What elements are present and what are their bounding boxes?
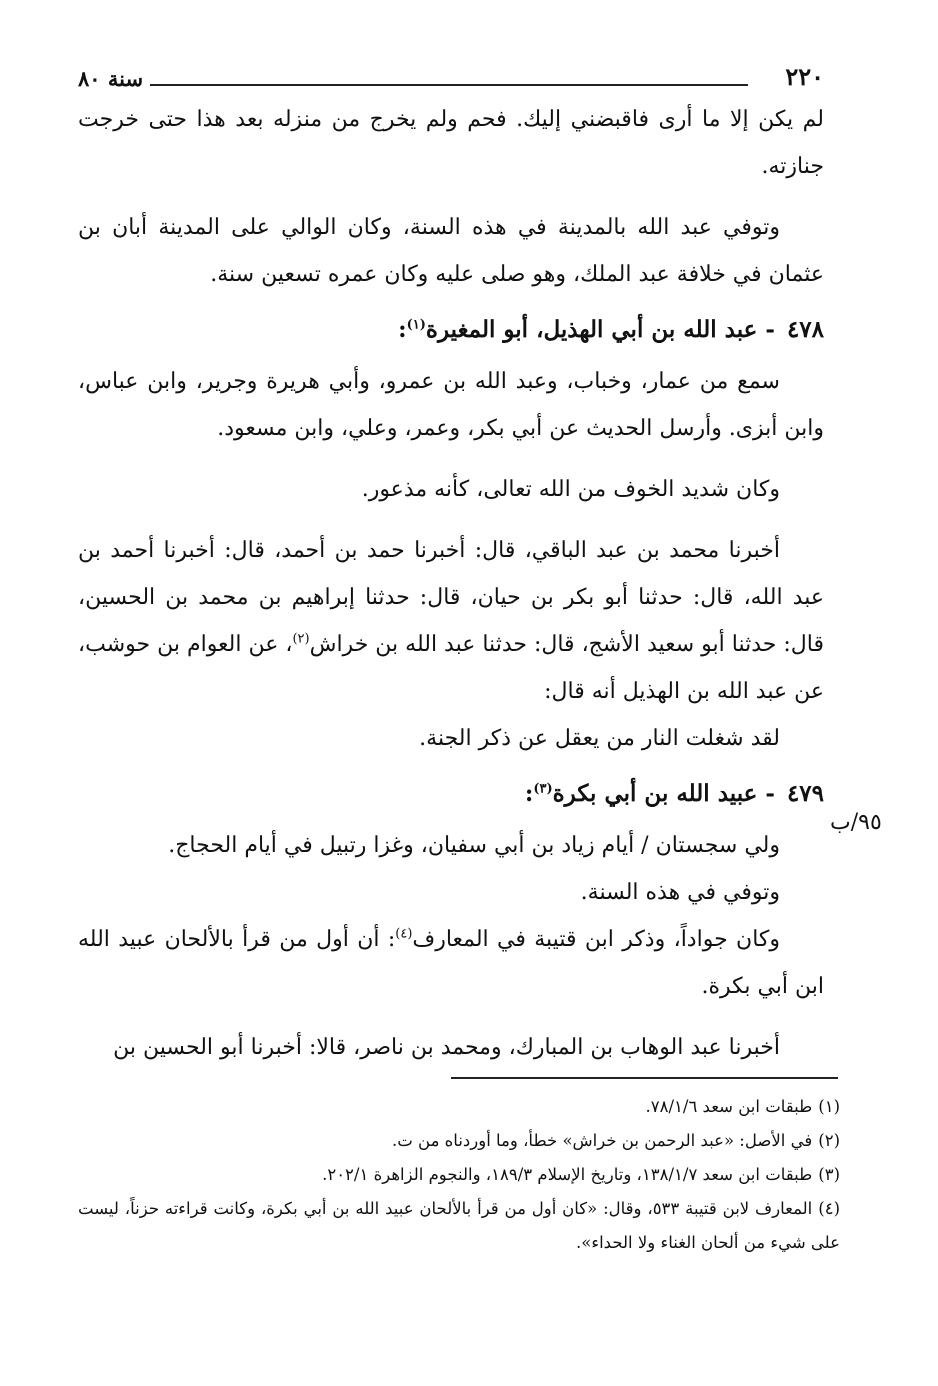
- paragraph-text: ، عن العوام بن حوشب، عن عبد الله بن الهذيل أنه قال:: [78, 632, 824, 704]
- paragraph-text: أخبرنا محمد بن عبد الباقي، قال: أخبرنا حمد بن أحمد، قال: أخبرنا أحمد بن عبد الله، قال: حدثنا أبو بكر بن حيان، قال: حدثنا إبراهيم بن محمد بن الحسين، قال: حدثنا أبو سعيد الأشج، قال: حدثنا عبد الله بن خراش: [78, 538, 824, 657]
- paragraph-text: وكان جواداً، وذكر ابن قتيبة في المعارف: [412, 927, 780, 952]
- footnote-number: (٣): [818, 1165, 840, 1184]
- footnotes: [78, 1090, 840, 1260]
- footnote-number: (١): [818, 1097, 840, 1116]
- paragraph: سمع من عمار، وخباب، وعبد الله بن عمرو، وأبي هريرة وجرير، وابن عباس، وابن أبزى. وأرسل الحديث عن أبي بكر، وعمر، وعلي، وابن مسعود.: [78, 369, 824, 441]
- paragraph: أخبرنا عبد الوهاب بن المبارك، ومحمد بن ناصر، قالا: أخبرنا أبو الحسين بن: [113, 1035, 780, 1060]
- footnote-text: طبقات ابن سعد ٧٨/١/٦.: [645, 1097, 813, 1116]
- entry-number: ٤٧٩: [786, 780, 824, 807]
- paragraph: [78, 916, 824, 1010]
- footnote-number: (٤): [818, 1199, 840, 1218]
- footnote: [78, 1090, 840, 1124]
- footnote-ref: (١): [406, 317, 426, 333]
- paragraph: وتوفي في هذه السنة.: [580, 880, 780, 905]
- entry-name: عبد الله بن أبي الهذيل، أبو المغيرة: [425, 316, 758, 343]
- running-head-year: سنة ٨٠: [78, 66, 144, 91]
- paragraph: وتوفي عبد الله بالمدينة في هذه السنة، وكان الوالي على المدينة أبان بن عثمان في خلافة عبد الملك، وهو صلى عليه وكان عمره تسعين سنة.: [78, 215, 824, 287]
- margin-folio-note: ٩٥/ب: [830, 810, 882, 835]
- paragraph: وكان شديد الخوف من الله تعالى، كأنه مذعور.: [361, 477, 780, 502]
- footnote-text: طبقات ابن سعد ١٣٨/١/٧، وتاريخ الإسلام ١٨٩/٣، والنجوم الزاهرة ٢٠٢/١.: [322, 1165, 813, 1184]
- paragraph: لقد شغلت النار من يعقل عن ذكر الجنة.: [419, 726, 780, 751]
- footnote: [78, 1158, 840, 1192]
- footnote: [78, 1192, 840, 1260]
- footnote-ref: (٤): [395, 926, 413, 942]
- entry-number: ٤٧٨: [786, 316, 824, 343]
- footnote-number: (٢): [818, 1131, 840, 1150]
- entry-name: عبيد الله بن أبي بكرة: [552, 780, 758, 807]
- footnote-text: في الأصل: «عبد الرحمن بن خراش» خطأ، وما أوردناه من ت.: [391, 1131, 813, 1150]
- paragraph: لم يكن إلا ما أرى فاقبضني إليك. فحم ولم يخرج من منزله بعد هذا حتى خرجت جنازته.: [78, 107, 824, 179]
- page-header: [78, 62, 824, 96]
- footnote-ref: (٢): [292, 631, 310, 647]
- entry-heading-479: ٤٧٩- عبيد الله بن أبي بكرة$^{(٣)}$:: [524, 780, 824, 807]
- footnote-separator: [451, 1077, 838, 1079]
- page-body: [78, 62, 824, 1071]
- footnote: [78, 1124, 840, 1158]
- entry-heading-478: ٤٧٨- عبد الله بن أبي الهذيل، أبو المغيرة$^{(١)}$:: [398, 316, 824, 343]
- page-number: ٢٢٠: [785, 62, 824, 91]
- paragraph-text: : أن أول من قرأ بالألحان عبيد الله ابن أبي بكرة.: [78, 927, 824, 999]
- header-rule: [150, 84, 748, 86]
- paragraph: [78, 527, 824, 715]
- footnote-text: المعارف لابن قتيبة ٥٣٣، وقال: «كان أول من قرأ بالألحان عبيد الله بن أبي بكرة، وكانت قراءته حزناً، ليست على شيء من ألحان الغناء ولا الحداء».: [78, 1199, 840, 1252]
- paragraph: ولي سجستان / أيام زياد بن أبي سفيان، وغزا رتبيل في أيام الحجاج.: [168, 833, 780, 858]
- footnote-ref: (٣): [533, 781, 553, 797]
